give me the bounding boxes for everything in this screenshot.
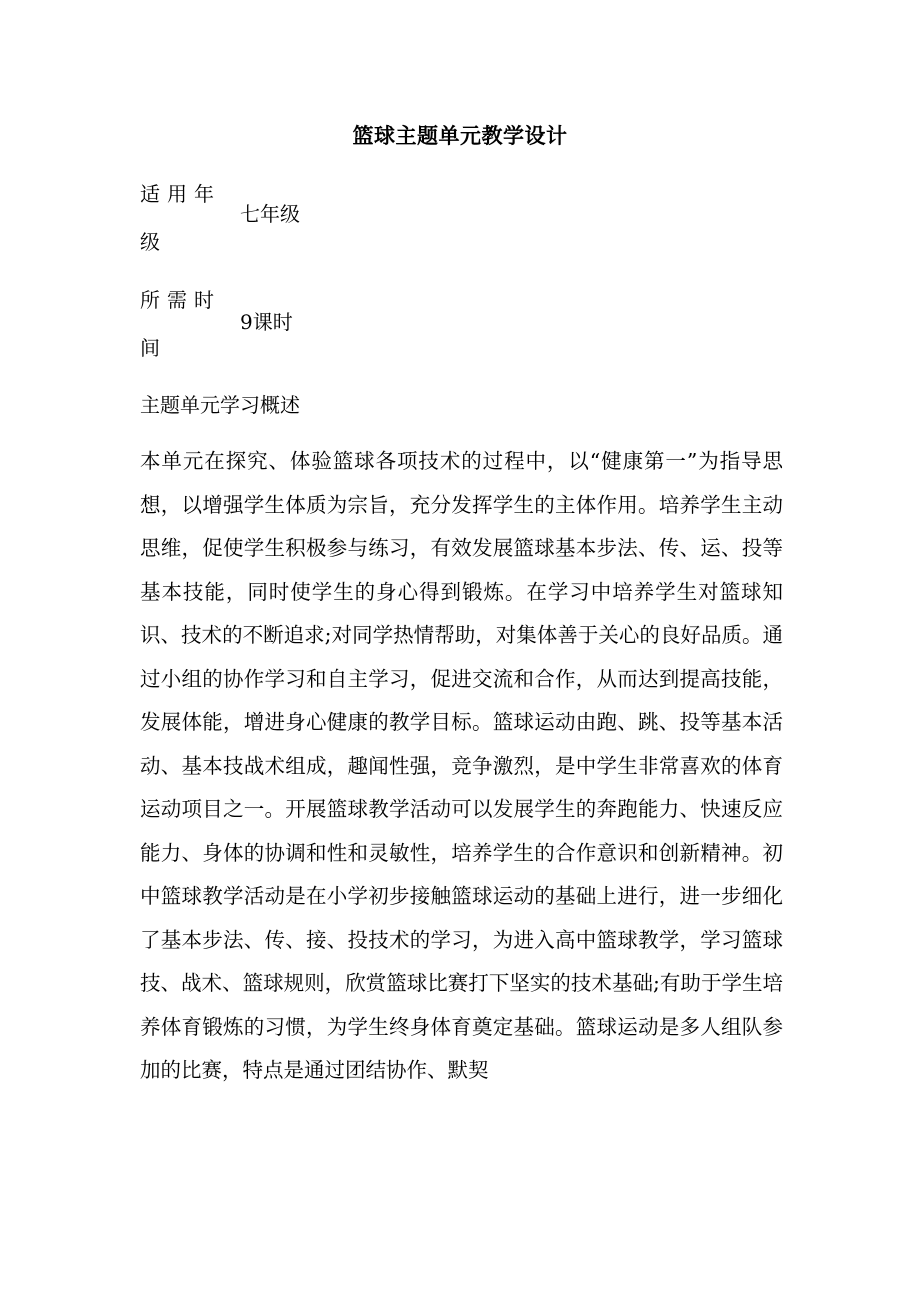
- document-title: 篮球主题单元教学设计: [352, 123, 568, 148]
- duration-value: 9课时: [240, 310, 293, 334]
- overview-paragraph: 本单元在探究、体验篮球各项技术的过程中，以“健康第一”为指导思想，以增强学生体质为宗旨，充分发挥学生的主体作用。培养学生主动思维，促使学生积极参与练习，有效发展篮球基本步法、传、运、投等基本技能，同时使学生的身心得到锻炼。在学习中培养学生对篮球知识、技术的不断追求;对同学热情帮助，对集体善于关心的良好品质。通过小组的协作学习和自主学习，促进交流和合作，从而达到提高技能，发展体能，增进身心健康的教学目标。篮球运动由跑、跳、投等基本活动、基本技战术组成，趣闻性强，竞争激烈，是中学生非常喜欢的体育运动项目之一。开展篮球教学活动可以发展学生的奔跑能力、快速反应能力、身体的协调和性和灵敏性，培养学生的合作意识和创新精神。初中篮球教学活动是在小学初步接触篮球运动的基础上进行，进一步细化了基本步法、传、接、投技术的学习，为进入高中篮球教学，学习篮球技、战术、篮球规则，欣赏篮球比赛打下坚实的技术基础;有助于学生培养体育锻炼的习惯，为学生终身体育奠定基础。篮球运动是多人组队参加的比赛，特点是通过团结协作、默契: [140, 449, 783, 1082]
- overview-heading: 主题单元学习概述: [140, 393, 300, 417]
- grade-label: 适用年级: [140, 182, 221, 254]
- duration-label: 所需时间: [140, 288, 221, 360]
- grade-value: 七年级: [240, 202, 300, 226]
